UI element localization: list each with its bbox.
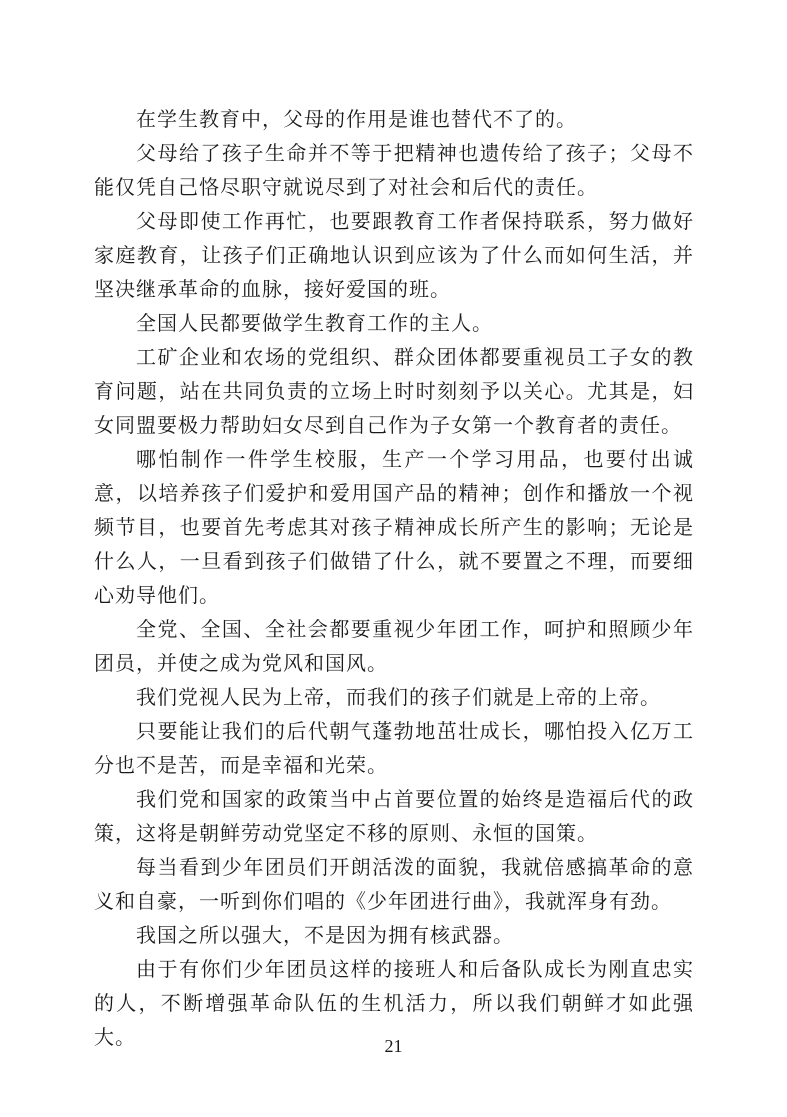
paragraph-10: 我们党和国家的政策当中占首要位置的始终是造福后代的政策，这将是朝鲜劳动党坚定不移的原则、永恒的国策。: [94, 787, 694, 845]
paragraph-1: 在学生教育中，父母的作用是谁也替代不了的。: [136, 107, 577, 131]
paragraph-12: 我国之所以强大，不是因为拥有核武器。: [136, 923, 514, 947]
paragraph-5: 工矿企业和农场的党组织、群众团体都要重视员工子女的教育问题，站在共同负责的立场上时时刻刻予以关心。尤其是，妇女同盟要极力帮助妇女尽到自己作为子女第一个教育者的责任。: [94, 345, 694, 437]
document-body: [94, 102, 694, 1054]
paragraph-4: 全国人民都要做学生教育工作的主人。: [136, 311, 493, 335]
page-number: 21: [384, 1036, 403, 1056]
paragraph-11: 每当看到少年团员们开朗活泼的面貌，我就倍感搞革命的意义和自豪，一听到你们唱的《少年团进行曲》，我就浑身有劲。: [94, 855, 694, 913]
paragraph-13: 由于有你们少年团员这样的接班人和后备队成长为刚直忠实的人，不断增强革命队伍的生机活力，所以我们朝鲜才如此强大。: [94, 957, 694, 1049]
paragraph-8: 我们党视人民为上帝，而我们的孩子们就是上帝的上帝。: [136, 685, 661, 709]
paragraph-6: 哪怕制作一件学生校服，生产一个学习用品，也要付出诚意，以培养孩子们爱护和爱用国产品的精神；创作和播放一个视频节目，也要首先考虑其对孩子精神成长所产生的影响；无论是什么人，一旦看到孩子们做错了什么，就不要置之不理，而要细心劝导他们。: [94, 447, 694, 607]
paragraph-7: 全党、全国、全社会都要重视少年团工作，呵护和照顾少年团员，并使之成为党风和国风。: [94, 617, 694, 675]
paragraph-2: 父母给了孩子生命并不等于把精神也遗传给了孩子；父母不能仅凭自己恪尽职守就说尽到了对社会和后代的责任。: [94, 141, 694, 199]
paragraph-3: 父母即使工作再忙，也要跟教育工作者保持联系，努力做好家庭教育，让孩子们正确地认识到应该为了什么而如何生活，并坚决继承革命的血脉，接好爱国的班。: [94, 209, 694, 301]
paragraph-9: 只要能让我们的后代朝气蓬勃地茁壮成长，哪怕投入亿万工分也不是苦，而是幸福和光荣。: [94, 719, 694, 777]
